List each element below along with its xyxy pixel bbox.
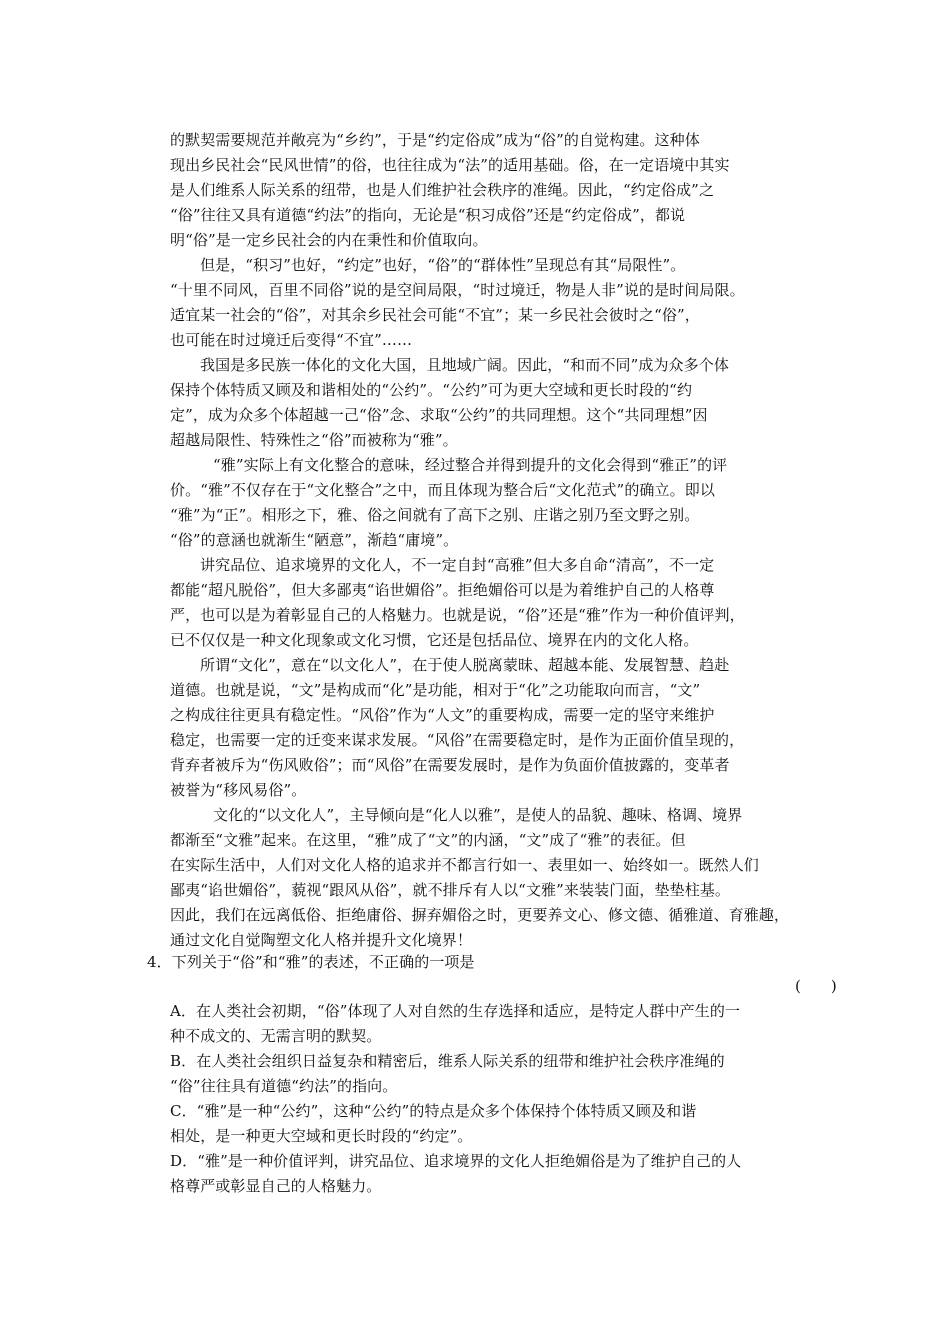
passage-line: 已不仅仅是一种文化现象或文化习惯，它还是包括品位、境界在内的文化人格。 [170, 631, 699, 649]
option-line: C．“雅”是一种“公约”，这种“公约”的特点是众多个体保持个体特质又顾及和谐 [170, 1102, 697, 1120]
passage-line: 鄙夷“谄世媚俗”，藐视“跟风从俗”，就不排斥有人以“文雅”来装装门面，垫垫柱基。 [170, 881, 731, 899]
passage-line: 被誉为“移风易俗”。 [170, 781, 307, 799]
passage-line: 背弃者被斥为“伤风败俗”；而“风俗”在需要发展时，是作为负面价值披露的，变革者 [170, 756, 730, 774]
passage-line: 也可能在时过境迁后变得“不宜”…… [170, 331, 413, 349]
passage-line: 道德。也就是说，“文”是构成而“化”是功能，相对于“化”之功能取向而言，“文” [170, 681, 701, 699]
option-line: “俗”往往具有道德“约法”的指向。 [170, 1077, 398, 1095]
passage-line: 的默契需要规范并敞亮为“乡约”，于是“约定俗成”成为“俗”的自觉构建。这种体 [170, 131, 700, 149]
passage-line: “雅”为“正”。相形之下，雅、俗之间就有了高下之别、庄谐之别乃至文野之别。 [170, 506, 700, 524]
passage-line: 所谓“文化”，意在“以文化人”，在于使人脱离蒙昧、超越本能、发展智慧、趋赴 [200, 656, 730, 674]
passage-line: “十里不同风，百里不同俗”说的是空间局限，“时过境迁，物是人非”说的是时间局限。 [170, 281, 745, 299]
option-line: 种不成文的、无需言明的默契。 [170, 1027, 382, 1045]
passage-line: 价。“雅”不仅存在于“文化整合”之中，而且体现为整合后“文化范式”的确立。即以 [170, 481, 715, 499]
option-line: D．“雅”是一种价值评判，讲究品位、追求境界的文化人拒绝媚俗是为了维护自己的人 [170, 1152, 742, 1170]
option-line: A．在人类社会初期，“俗”体现了人对自然的生存选择和适应，是特定人群中产生的一 [170, 1002, 741, 1020]
passage-line: 稳定，也需要一定的迁变来谋求发展。“风俗”在需要稳定时，是作为正面价值呈现的， [170, 731, 745, 749]
passage-line: 都能“超凡脱俗”，但大多鄙夷“谄世媚俗”。拒绝媚俗可以是为着维护自己的人格尊 [170, 581, 715, 599]
passage-line: “雅”实际上有文化整合的意味，经过整合并得到提升的文化会得到“雅正”的评 [213, 456, 728, 474]
passage-line: 是人们维系人际关系的纽带，也是人们维护社会秩序的准绳。因此，“约定俗成”之 [170, 181, 715, 199]
passage-line: 明“俗”是一定乡民社会的内在秉性和价值取向。 [170, 231, 488, 249]
passage-line: 现出乡民社会“民风世情”的俗，也往往成为“法”的适用基础。俗，在一定语境中其实 [170, 156, 730, 174]
passage-line: 文化的“以文化人”，主导倾向是“化人以雅”，是使人的品貌、趣味、格调、境界 [213, 806, 743, 824]
passage-line: 之构成往往更具有稳定性。“风俗”作为“人文”的重要构成，需要一定的坚守来维护 [170, 706, 715, 724]
option-line: 相处，是一种更大空域和更长时段的“约定”。 [170, 1127, 473, 1145]
passage-line: 通过文化自觉陶塑文化人格并提升文化境界！ [170, 931, 473, 949]
passage-line: 我国是多民族一体化的文化大国，且地域广阔。因此，“和而不同”成为众多个体 [200, 356, 729, 374]
passage-line: 但是，“积习”也好，“约定”也好，“俗”的“群体性”呈现总有其“局限性”。 [200, 256, 686, 274]
option-line: 格尊严或彰显自己的人格魅力。 [170, 1177, 382, 1195]
passage-line: 超越局限性、特殊性之“俗”而被称为“雅”。 [170, 431, 458, 449]
passage-line: 保持个体特质又顾及和谐相处的“公约”。“公约”可为更大空域和更长时段的“约 [170, 381, 693, 399]
passage-line: 讲究品位、追求境界的文化人，不一定自封“高雅”但大多自命“清高”，不一定 [200, 556, 715, 574]
passage-line: 因此，我们在远离低俗、拒绝庸俗、摒弃媚俗之时，更要养文心、修文德、循雅道、育雅趣， [170, 906, 790, 924]
passage-line: “俗”往往又具有道德“约法”的指向，无论是“积习成俗”还是“约定俗成”，都说 [170, 206, 686, 224]
option-line: B．在人类社会组织日益复杂和精密后，维系人际关系的纽带和维护社会秩序准绳的 [170, 1052, 725, 1070]
passage-line: 适宜某一社会的“俗”，对其余乡民社会可能“不宜”；某一乡民社会彼时之“俗”， [170, 306, 700, 324]
question-stem: 4．下列关于“俗”和“雅”的表述，不正确的一项是 [147, 953, 475, 971]
passage-line: “俗”的意涵也就渐生“陋意”，渐趋“庸境”。 [170, 531, 459, 549]
passage-line: 都渐至“文雅”起来。在这里，“雅”成了“文”的内涵，“文”成了“雅”的表征。但 [170, 831, 686, 849]
passage-line: 在实际生活中，人们对文化人格的追求并不都言行如一、表里如一、始终如一。既然人们 [170, 856, 759, 874]
answer-parentheses: ( ) [795, 977, 837, 995]
passage-line: 严，也可以是为着彰显自己的人格魅力。也就是说，“俗”还是“雅”作为一种价值评判， [170, 606, 745, 624]
passage-line: 定”，成为众多个体超越一己“俗”念、求取“公约”的共同理想。这个“共同理想”因 [170, 406, 708, 424]
